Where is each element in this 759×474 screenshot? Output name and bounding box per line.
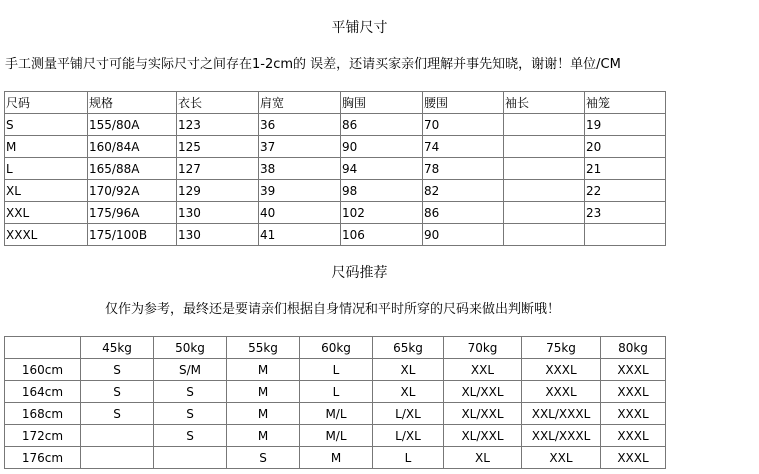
size-table-cell: 74 [423, 136, 504, 158]
recommend-table-cell: S [154, 381, 227, 403]
recommend-table-cell [154, 447, 227, 469]
recommend-table-header-cell: 45kg [81, 337, 154, 359]
size-table-cell: 86 [423, 202, 504, 224]
recommend-table-header-cell: 75kg [522, 337, 601, 359]
size-table-cell: M [5, 136, 88, 158]
recommend-table-cell: 164cm [5, 381, 81, 403]
recommend-table-cell: S [81, 381, 154, 403]
recommend-table-cell: M/L [300, 403, 373, 425]
size-table-cell [504, 224, 585, 246]
size-table-header-cell: 衣长 [177, 92, 259, 114]
size-table-cell: 19 [585, 114, 666, 136]
recommend-table-cell: XL [373, 359, 444, 381]
size-table-cell: 36 [259, 114, 341, 136]
recommend-table-cell: 160cm [5, 359, 81, 381]
recommend-table-cell: XXL [522, 447, 601, 469]
recommend-table-cell: L [300, 359, 373, 381]
size-table-cell [504, 180, 585, 202]
size-table-cell: 102 [341, 202, 423, 224]
size-table-header-row [5, 92, 666, 114]
size-table-cell: 90 [341, 136, 423, 158]
recommend-table-header-cell [5, 337, 81, 359]
recommend-table-cell: 172cm [5, 425, 81, 447]
recommend-table-cell: XXXL [601, 403, 666, 425]
recommend-table-cell: XL/XXL [444, 381, 522, 403]
recommend-table-cell: S [81, 359, 154, 381]
recommend-table-cell: S [154, 425, 227, 447]
size-table-cell: 41 [259, 224, 341, 246]
size-table-row [5, 114, 666, 136]
size-table-row [5, 202, 666, 224]
size-table-cell: 127 [177, 158, 259, 180]
recommend-table-cell: XXXL [601, 359, 666, 381]
recommend-table-row [5, 403, 666, 425]
size-table [4, 91, 666, 246]
size-table-cell [504, 136, 585, 158]
size-table-cell [504, 114, 585, 136]
size-table-row [5, 224, 666, 246]
recommend-table-cell: M [300, 447, 373, 469]
size-table-cell: 90 [423, 224, 504, 246]
recommend-table-cell: S [154, 403, 227, 425]
size-table-header-cell: 袖长 [504, 92, 585, 114]
recommend-table-cell: L/XL [373, 425, 444, 447]
page-title: 平铺尺寸 [331, 20, 388, 36]
recommend-table-header-cell: 60kg [300, 337, 373, 359]
recommend-table-header-row [5, 337, 666, 359]
size-table-cell: 160/84A [88, 136, 177, 158]
recommend-table-row [5, 447, 666, 469]
size-table-cell: 129 [177, 180, 259, 202]
size-table-cell: 170/92A [88, 180, 177, 202]
size-table-row [5, 180, 666, 202]
size-table-cell: 175/100B [88, 224, 177, 246]
recommend-table-cell: XXL/XXXL [522, 403, 601, 425]
size-table-header-cell: 腰围 [423, 92, 504, 114]
recommend-table-cell: M [227, 381, 300, 403]
recommend-table-cell: XL/XXL [444, 403, 522, 425]
recommend-table-row [5, 381, 666, 403]
recommend-table-header-cell: 50kg [154, 337, 227, 359]
size-table-cell: 78 [423, 158, 504, 180]
size-table-header-cell: 规格 [88, 92, 177, 114]
measurement-note: 手工测量平铺尺寸可能与实际尺寸之间存在1-2cm的 误差，还请买家亲们理解并事先知晓，谢谢！单位/CM [5, 57, 621, 72]
recommend-table-header-cell: 65kg [373, 337, 444, 359]
recommend-table-cell: XXXL [601, 381, 666, 403]
recommend-title: 尺码推荐 [331, 265, 388, 281]
recommend-table-row [5, 359, 666, 381]
recommend-table-cell: XXXL [601, 425, 666, 447]
recommend-table-cell [81, 447, 154, 469]
recommend-table-cell: S/M [154, 359, 227, 381]
size-table-cell: 94 [341, 158, 423, 180]
recommend-table-cell: XL [444, 447, 522, 469]
recommend-table-cell: XL/XXL [444, 425, 522, 447]
size-table-cell [504, 158, 585, 180]
recommend-table [4, 336, 666, 469]
size-table-cell: 20 [585, 136, 666, 158]
size-table-header-cell: 胸围 [341, 92, 423, 114]
size-table-cell: 125 [177, 136, 259, 158]
size-table-row [5, 136, 666, 158]
size-table-cell: XL [5, 180, 88, 202]
size-table-cell: 130 [177, 202, 259, 224]
recommend-table-cell: 176cm [5, 447, 81, 469]
size-table-cell: 22 [585, 180, 666, 202]
size-table-header-cell: 袖笼 [585, 92, 666, 114]
size-table-header-cell: 肩宽 [259, 92, 341, 114]
recommend-table-cell: 168cm [5, 403, 81, 425]
recommend-table-header-cell: 70kg [444, 337, 522, 359]
size-table-cell: 39 [259, 180, 341, 202]
recommend-note: 仅作为参考，最终还是要请亲们根据自身情况和平时所穿的尺码来做出判断哦！ [104, 302, 560, 317]
recommend-table-cell: XXXL [522, 381, 601, 403]
size-table-cell: S [5, 114, 88, 136]
size-table-cell: 40 [259, 202, 341, 224]
size-table-header-cell: 尺码 [5, 92, 88, 114]
size-table-cell: 23 [585, 202, 666, 224]
recommend-table-cell: M [227, 359, 300, 381]
size-table-cell: XXXL [5, 224, 88, 246]
size-table-cell: L [5, 158, 88, 180]
size-table-cell: 175/96A [88, 202, 177, 224]
size-table-cell: 82 [423, 180, 504, 202]
recommend-table-cell: S [227, 447, 300, 469]
recommend-table-cell: XXL [444, 359, 522, 381]
recommend-table-cell: XXXL [522, 359, 601, 381]
size-table-cell: 38 [259, 158, 341, 180]
size-table-cell: 106 [341, 224, 423, 246]
size-table-cell [585, 224, 666, 246]
recommend-table-cell: L [300, 381, 373, 403]
size-table-cell: XXL [5, 202, 88, 224]
recommend-table-header-cell: 80kg [601, 337, 666, 359]
recommend-table-cell: XL [373, 381, 444, 403]
size-table-cell: 123 [177, 114, 259, 136]
size-table-cell: 165/88A [88, 158, 177, 180]
recommend-table-cell: L [373, 447, 444, 469]
recommend-table-cell [81, 425, 154, 447]
recommend-table-cell: L/XL [373, 403, 444, 425]
size-table-cell: 86 [341, 114, 423, 136]
size-table-cell: 21 [585, 158, 666, 180]
recommend-table-cell: XXL/XXXL [522, 425, 601, 447]
size-table-cell: 98 [341, 180, 423, 202]
size-table-row [5, 158, 666, 180]
recommend-table-cell: S [81, 403, 154, 425]
recommend-table-cell: M [227, 425, 300, 447]
size-table-cell: 37 [259, 136, 341, 158]
size-table-cell: 155/80A [88, 114, 177, 136]
recommend-table-cell: XXXL [601, 447, 666, 469]
recommend-table-cell: M/L [300, 425, 373, 447]
size-table-cell: 130 [177, 224, 259, 246]
recommend-table-cell: M [227, 403, 300, 425]
size-table-cell [504, 202, 585, 224]
size-table-cell: 70 [423, 114, 504, 136]
recommend-table-row [5, 425, 666, 447]
recommend-table-header-cell: 55kg [227, 337, 300, 359]
